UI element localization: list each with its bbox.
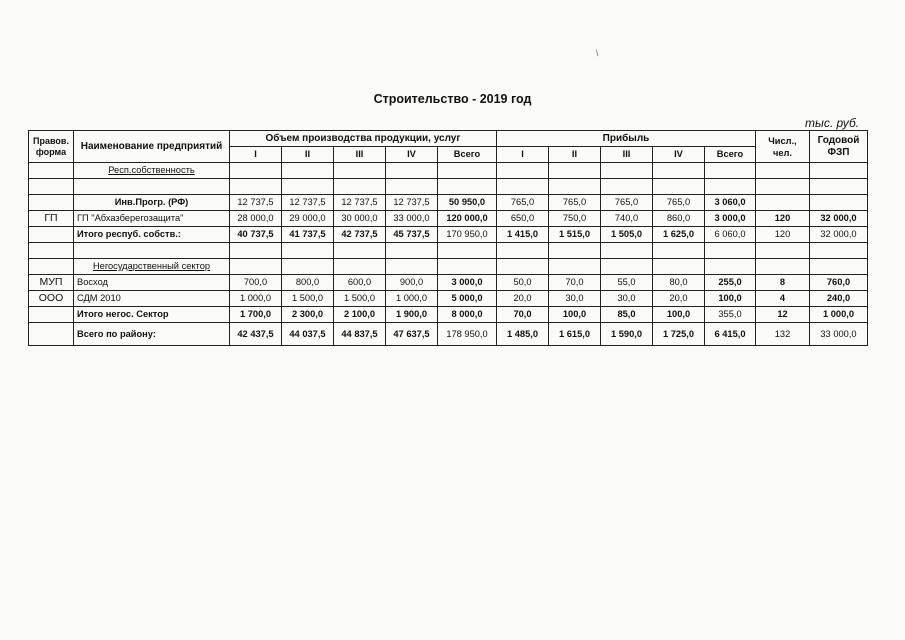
row-staff: 8 (756, 275, 810, 291)
header-q2: II (549, 147, 601, 163)
header-payroll: Годовой ФЗП (810, 131, 868, 163)
profit-q1: 1 415,0 (497, 227, 549, 243)
header-q1: I (497, 147, 549, 163)
profit-q4: 1 625,0 (653, 227, 705, 243)
profit-total: 355,0 (705, 307, 756, 323)
profit-q3: 740,0 (601, 211, 653, 227)
profit-q1: 50,0 (497, 275, 549, 291)
row-name: Всего по району: (74, 323, 230, 346)
profit-q2: 750,0 (549, 211, 601, 227)
prod-total: 8 000,0 (438, 307, 497, 323)
prod-q3: 1 500,0 (334, 291, 386, 307)
header-q2: II (282, 147, 334, 163)
section-row (29, 163, 868, 179)
profit-q2: 1 615,0 (549, 323, 601, 346)
profit-q3: 30,0 (601, 291, 653, 307)
section-row (29, 259, 868, 275)
row-staff: 4 (756, 291, 810, 307)
pen-mark: / (593, 48, 601, 58)
row-staff: 12 (756, 307, 810, 323)
header-row (29, 131, 868, 147)
profit-total: 255,0 (705, 275, 756, 291)
row-name: Инв.Прогр. (РФ) (74, 195, 230, 211)
profit-q3: 85,0 (601, 307, 653, 323)
profit-q4: 1 725,0 (653, 323, 705, 346)
profit-q2: 100,0 (549, 307, 601, 323)
table-row (29, 275, 868, 291)
prod-q4: 45 737,5 (386, 227, 438, 243)
row-payroll: 1 000,0 (810, 307, 868, 323)
empty-row (29, 243, 868, 259)
page-title: Строительство - 2019 год (373, 92, 532, 106)
header-form: Правов. форма (29, 131, 74, 163)
row-staff: 120 (756, 211, 810, 227)
prod-q4: 12 737,5 (386, 195, 438, 211)
prod-q4: 900,0 (386, 275, 438, 291)
row-form (29, 195, 74, 211)
profit-q4: 20,0 (653, 291, 705, 307)
profit-q4: 100,0 (653, 307, 705, 323)
profit-q1: 20,0 (497, 291, 549, 307)
table-row (29, 307, 868, 323)
row-payroll: 32 000,0 (810, 227, 868, 243)
prod-q4: 1 900,0 (386, 307, 438, 323)
prod-q1: 700,0 (230, 275, 282, 291)
profit-total: 6 060,0 (705, 227, 756, 243)
row-staff: 132 (756, 323, 810, 346)
row-staff (756, 195, 810, 211)
row-payroll: 33 000,0 (810, 323, 868, 346)
header-q1: I (230, 147, 282, 163)
prod-q2: 12 737,5 (282, 195, 334, 211)
header-q4: IV (386, 147, 438, 163)
prod-total: 120 000,0 (438, 211, 497, 227)
prod-q4: 1 000,0 (386, 291, 438, 307)
prod-q2: 2 300,0 (282, 307, 334, 323)
unit-label: тыс. руб. (805, 116, 860, 130)
prod-q3: 2 100,0 (334, 307, 386, 323)
profit-total: 6 415,0 (705, 323, 756, 346)
table-row (29, 195, 868, 211)
row-payroll (810, 195, 868, 211)
profit-q2: 30,0 (549, 291, 601, 307)
header-q3: III (334, 147, 386, 163)
prod-q1: 40 737,5 (230, 227, 282, 243)
prod-q1: 12 737,5 (230, 195, 282, 211)
row-name: СДМ 2010 (74, 291, 230, 307)
row-form (29, 307, 74, 323)
profit-q3: 55,0 (601, 275, 653, 291)
header-total: Всего (438, 147, 497, 163)
table-row (29, 227, 868, 243)
profit-q1: 1 485,0 (497, 323, 549, 346)
profit-q3: 765,0 (601, 195, 653, 211)
profit-total: 100,0 (705, 291, 756, 307)
profit-q4: 80,0 (653, 275, 705, 291)
prod-q3: 42 737,5 (334, 227, 386, 243)
profit-q4: 765,0 (653, 195, 705, 211)
header-staff: Числ., чел. (756, 131, 810, 163)
table-row (29, 211, 868, 227)
row-name: Итого негос. Сектор (74, 307, 230, 323)
row-name: ГП "Абхазберегозащита" (74, 211, 230, 227)
profit-q3: 1 505,0 (601, 227, 653, 243)
prod-q1: 28 000,0 (230, 211, 282, 227)
row-form: МУП (29, 275, 74, 291)
prod-total: 5 000,0 (438, 291, 497, 307)
table-row (29, 291, 868, 307)
profit-q2: 765,0 (549, 195, 601, 211)
row-payroll: 240,0 (810, 291, 868, 307)
row-payroll: 32 000,0 (810, 211, 868, 227)
row-payroll: 760,0 (810, 275, 868, 291)
header-profit: Прибыль (497, 131, 756, 147)
profit-q2: 1 515,0 (549, 227, 601, 243)
header-name: Наименование предприятий (74, 131, 230, 163)
profit-q1: 765,0 (497, 195, 549, 211)
row-staff: 120 (756, 227, 810, 243)
prod-q1: 1 700,0 (230, 307, 282, 323)
section-state: Респ.собственность (74, 163, 230, 179)
header-q3: III (601, 147, 653, 163)
header-q4: IV (653, 147, 705, 163)
prod-total: 3 000,0 (438, 275, 497, 291)
prod-q1: 42 437,5 (230, 323, 282, 346)
table-row (29, 323, 868, 346)
prod-q2: 41 737,5 (282, 227, 334, 243)
header-production: Объем производства продукции, услуг (230, 131, 497, 147)
prod-q3: 44 837,5 (334, 323, 386, 346)
prod-total: 178 950,0 (438, 323, 497, 346)
row-name: Восход (74, 275, 230, 291)
profit-total: 3 060,0 (705, 195, 756, 211)
section-private: Негосударственный сектор (74, 259, 230, 275)
row-form: ООО (29, 291, 74, 307)
prod-q1: 1 000,0 (230, 291, 282, 307)
empty-row (29, 179, 868, 195)
prod-q3: 12 737,5 (334, 195, 386, 211)
prod-q2: 29 000,0 (282, 211, 334, 227)
header-total: Всего (705, 147, 756, 163)
profit-q3: 1 590,0 (601, 323, 653, 346)
construction-table (28, 130, 868, 346)
row-name: Итого респуб. собств.: (74, 227, 230, 243)
prod-total: 50 950,0 (438, 195, 497, 211)
prod-q3: 30 000,0 (334, 211, 386, 227)
prod-q4: 47 637,5 (386, 323, 438, 346)
profit-q4: 860,0 (653, 211, 705, 227)
prod-q2: 44 037,5 (282, 323, 334, 346)
prod-q2: 800,0 (282, 275, 334, 291)
prod-q3: 600,0 (334, 275, 386, 291)
prod-q4: 33 000,0 (386, 211, 438, 227)
profit-total: 3 000,0 (705, 211, 756, 227)
profit-q1: 650,0 (497, 211, 549, 227)
prod-q2: 1 500,0 (282, 291, 334, 307)
profit-q2: 70,0 (549, 275, 601, 291)
row-form (29, 227, 74, 243)
profit-q1: 70,0 (497, 307, 549, 323)
prod-total: 170 950,0 (438, 227, 497, 243)
row-form: ГП (29, 211, 74, 227)
row-form (29, 323, 74, 346)
